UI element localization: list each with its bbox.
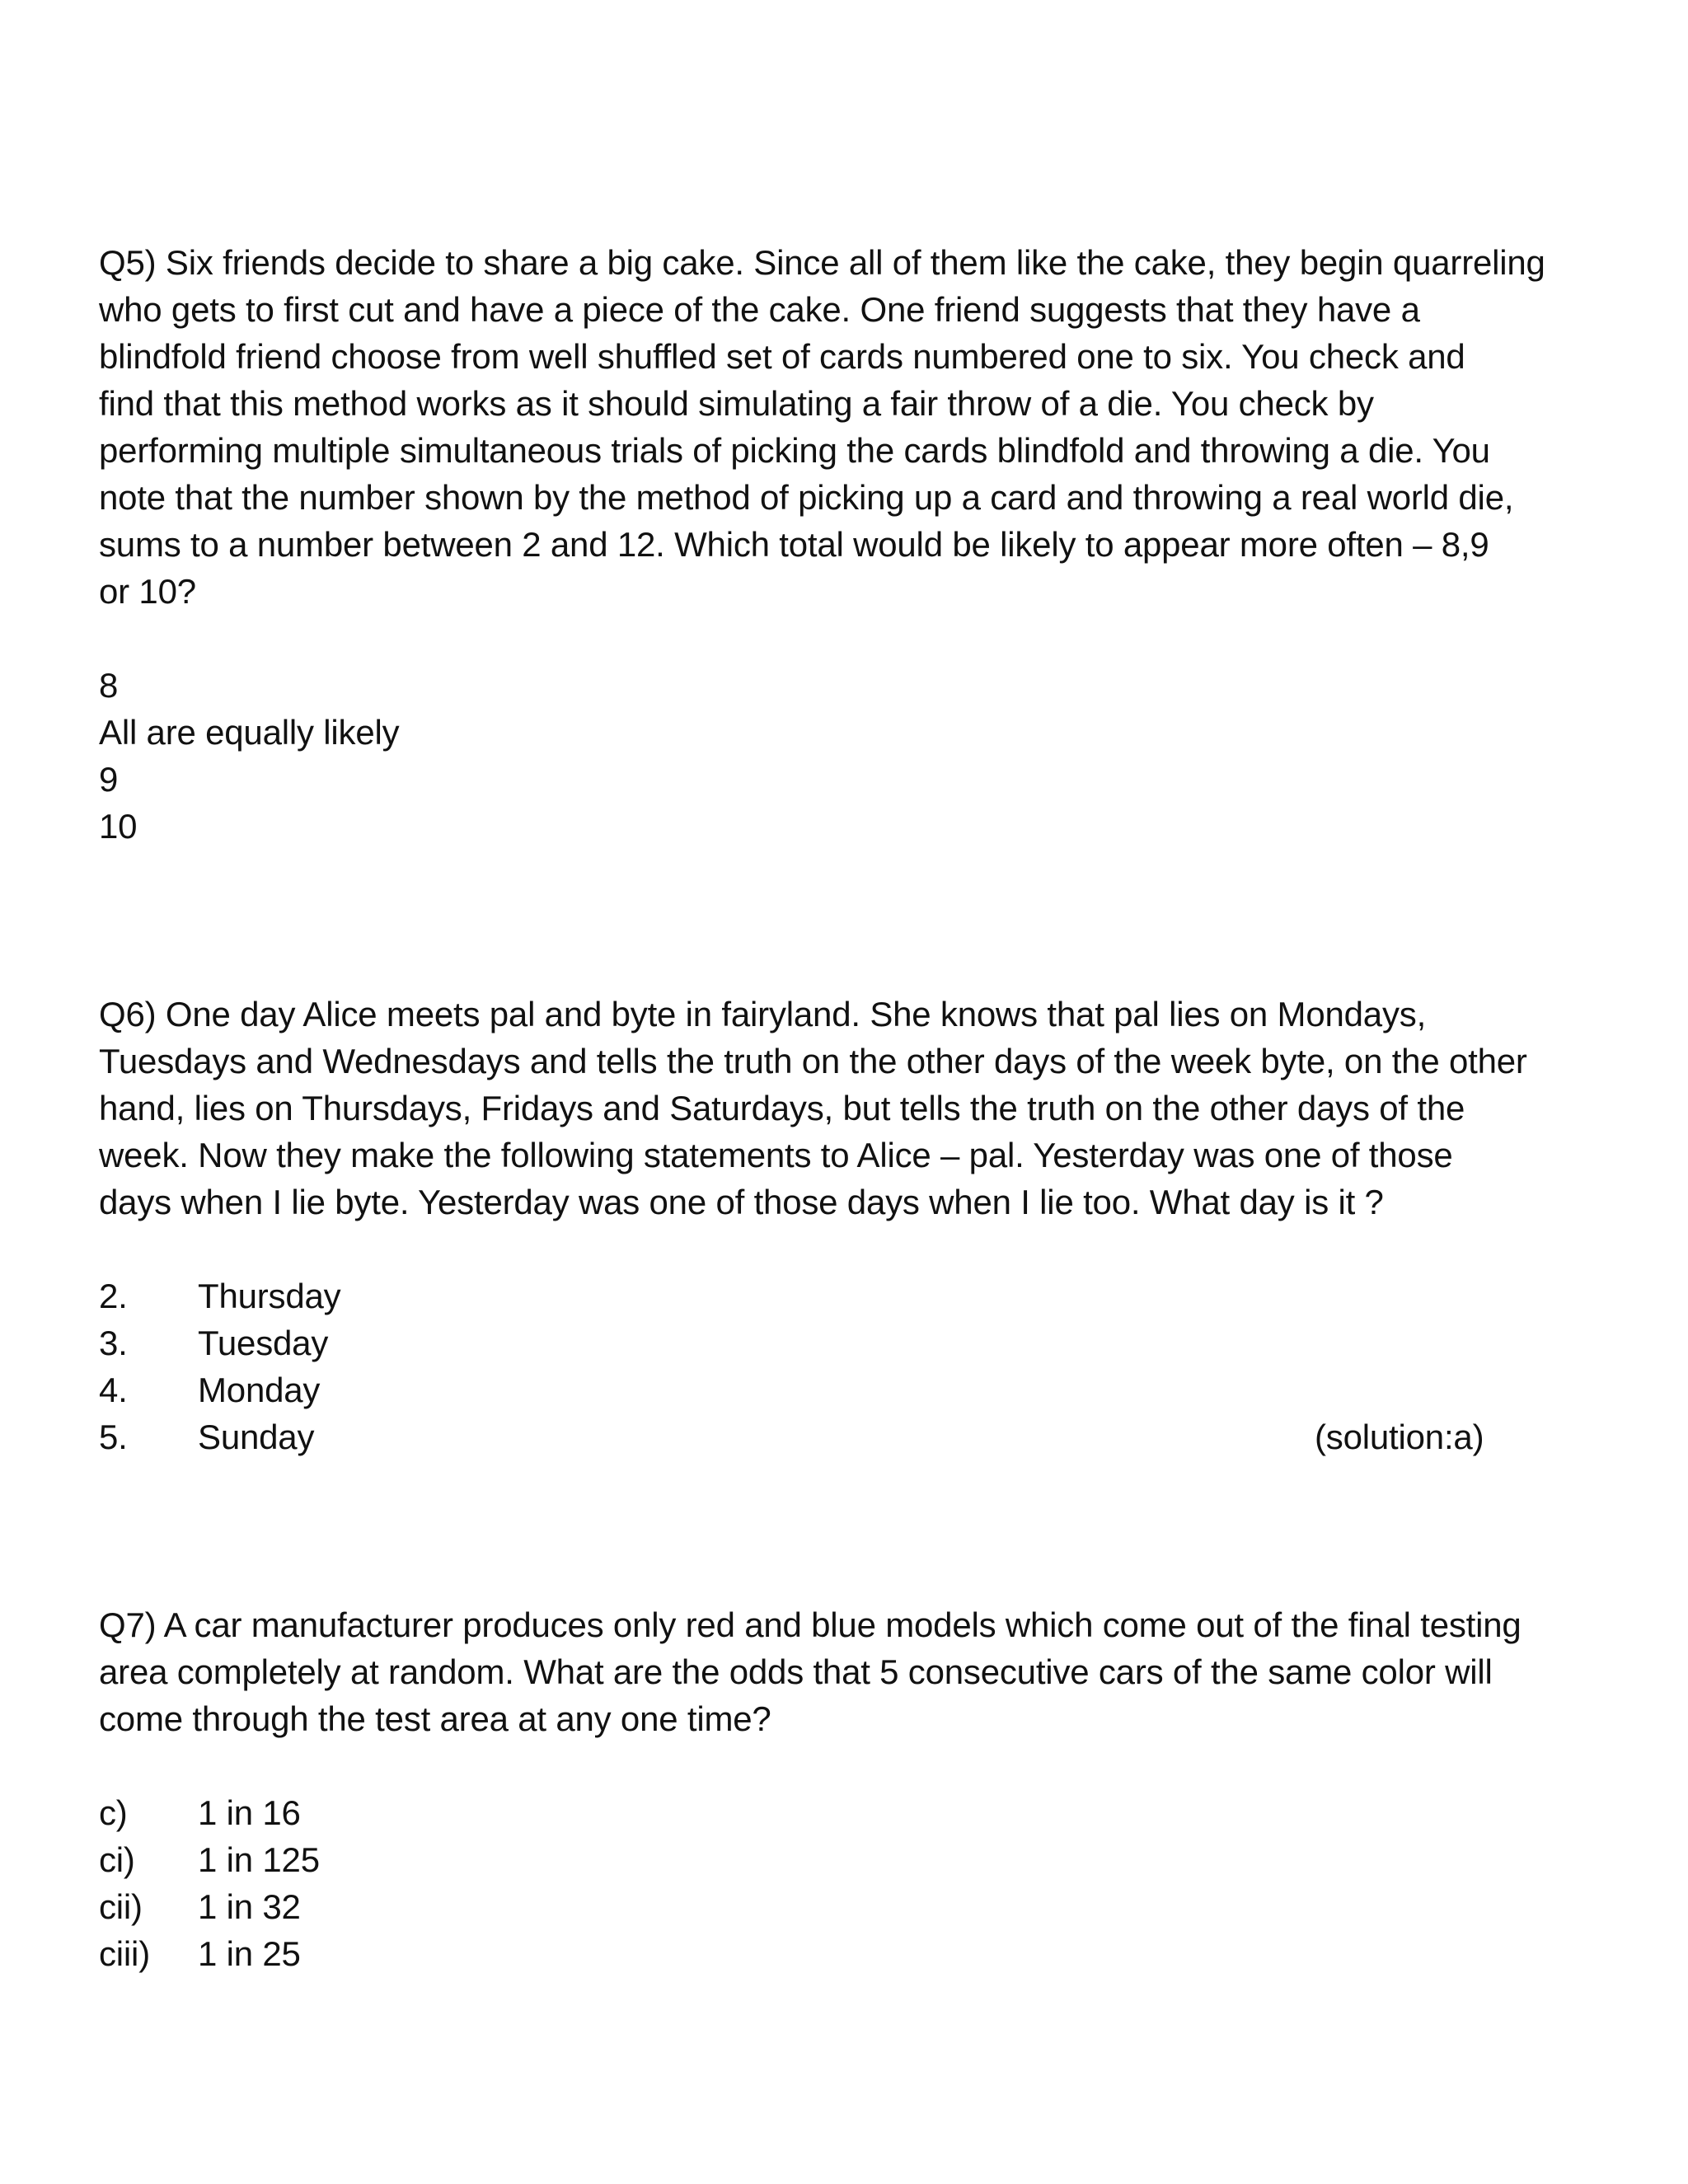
option-marker: cii): [99, 1887, 143, 1926]
question-text-line: who gets to first cut and have a piece of the cake. One friend suggests that they have a: [99, 290, 1420, 329]
option-text: 1 in 32: [198, 1887, 301, 1926]
question-text-line: sums to a number between 2 and 12. Which total would be likely to appear more often – 8,9: [99, 525, 1489, 564]
answer-option: [99, 1883, 1607, 1930]
option-text: 1 in 25: [198, 1934, 301, 1973]
question-text-line: week. Now they make the following statements to Alice – pal. Yesterday was one of those: [99, 1136, 1453, 1174]
question-text-line: Q7) A car manufacturer produces only red and blue models which come out of the final testing: [99, 1605, 1522, 1644]
answer-options: [99, 662, 1607, 850]
option-text: 1 in 16: [198, 1793, 301, 1832]
question-text-line: hand, lies on Thursdays, Fridays and Saturdays, but tells the truth on the other days of the: [99, 1089, 1465, 1127]
option-text: Sunday: [198, 1418, 315, 1456]
question-q5: [99, 239, 1607, 850]
question-q6: [99, 991, 1607, 1460]
question-text-line: Tuesdays and Wednesdays and tells the truth on the other days of the week byte, on the other: [99, 1042, 1527, 1080]
solution-note: (solution:a): [1315, 1418, 1484, 1456]
question-text-line: Q5) Six friends decide to share a big cake. Since all of them like the cake, they begin quarreling: [99, 243, 1545, 282]
answer-option: [99, 1789, 1607, 1836]
answer-option: [99, 1836, 1607, 1883]
option-marker: c): [99, 1793, 128, 1832]
option-marker: 4.: [99, 1371, 128, 1409]
question-text-line: or 10?: [99, 572, 196, 611]
option-text: Tuesday: [198, 1324, 329, 1362]
answer-option: All are equally likely: [99, 713, 400, 752]
answer-option: 9: [99, 760, 119, 799]
answer-option: [99, 1413, 1607, 1460]
question-text-line: Q6) One day Alice meets pal and byte in fairyland. She knows that pal lies on Mondays,: [99, 995, 1427, 1033]
answer-option: [99, 1930, 1607, 1977]
option-marker: 2.: [99, 1277, 128, 1315]
answer-option: 8: [99, 666, 119, 705]
answer-option: [99, 1272, 1607, 1319]
answer-option: 10: [99, 807, 138, 846]
answer-option: [99, 1319, 1607, 1366]
spacer: [99, 850, 1607, 991]
question-text-line: days when I lie byte. Yesterday was one of those days when I lie too. What day is it ?: [99, 1183, 1384, 1221]
answer-options: [99, 1789, 1607, 1977]
option-marker: ciii): [99, 1934, 150, 1973]
question-text-line: find that this method works as it should simulating a fair throw of a die. You check by: [99, 384, 1374, 423]
question-text-line: come through the test area at any one time?: [99, 1699, 771, 1738]
spacer: [99, 1460, 1607, 1601]
question-text-line: blindfold friend choose from well shuffled set of cards numbered one to six. You check and: [99, 337, 1465, 376]
answer-options: [99, 1272, 1607, 1460]
option-text: Monday: [198, 1371, 321, 1409]
question-q7: [99, 1601, 1607, 1977]
option-marker: ci): [99, 1840, 135, 1879]
option-text: 1 in 125: [198, 1840, 320, 1879]
question-text-line: area completely at random. What are the odds that 5 consecutive cars of the same color will: [99, 1652, 1493, 1691]
option-text: Thursday: [198, 1277, 341, 1315]
document-page: [99, 239, 1607, 1977]
option-marker: 5.: [99, 1418, 128, 1456]
question-text-line: performing multiple simultaneous trials of picking the cards blindfold and throwing a die. You: [99, 431, 1490, 470]
question-text-line: note that the number shown by the method of picking up a card and throwing a real world die,: [99, 478, 1514, 517]
option-marker: 3.: [99, 1324, 128, 1362]
answer-option: [99, 1366, 1607, 1413]
